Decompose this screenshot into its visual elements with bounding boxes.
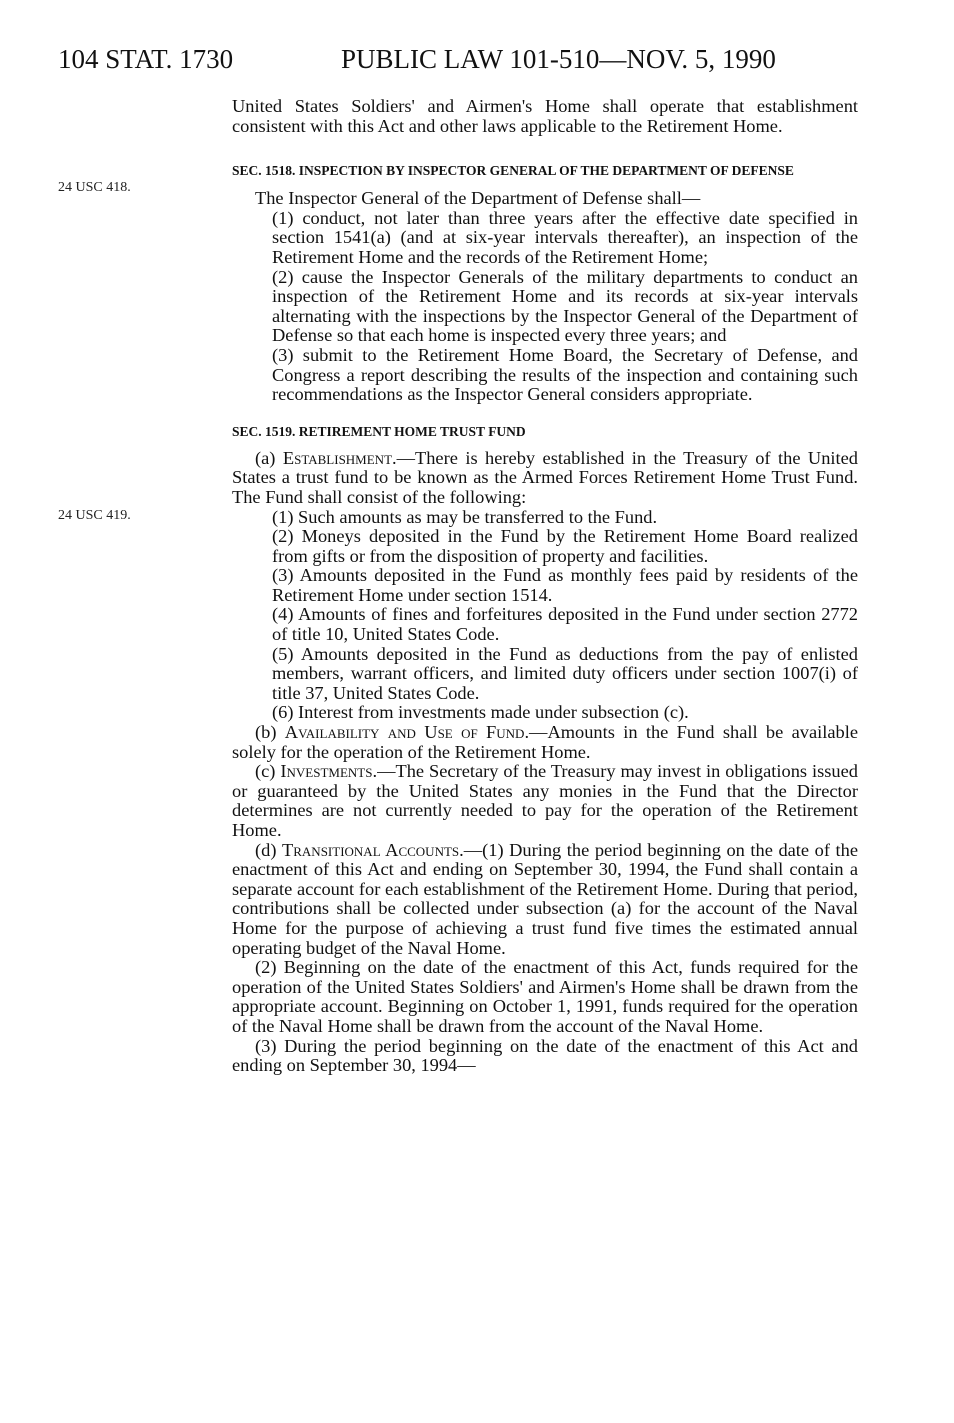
stat-citation: 104 STAT. 1730 (58, 44, 234, 74)
public-law-title: PUBLIC LAW 101-510—NOV. 5, 1990 (341, 44, 776, 74)
subsection-d (232, 841, 858, 959)
subsection-label: (d) (255, 839, 283, 860)
fund-item: (6) Interest from investments made under subsection (c). (272, 702, 689, 723)
section-number: SEC. 1518. (232, 163, 296, 179)
subsection-heading: Investments (280, 761, 373, 782)
section-1518-item: (2) cause the Inspector Generals of the military departments to conduct an inspection of the Retirement Home and its records at six-year intervals alternating with the inspections by the Inspector General of the Department of Defense so that each home is inspected every three years; and (272, 266, 858, 346)
margin-note-usc-419: 24 USC 419. (58, 508, 131, 523)
subsection-text: .—(1) During the period beginning on the date of the enactment of this Act and ending on September 30, 1994, the Fund shall contain a separate account for each establishment of the Retirement Home. During that period, contributions shall be collected under subsection (a) for the account of the Naval Home for the purpose of achieving a trust fund five times the estimated annual operating budget of the Naval Home. (232, 839, 858, 958)
section-1518-lead: The Inspector General of the Department of Defense shall— (255, 188, 701, 209)
subsection-text: .—There is hereby established in the Treasury of the United States a trust fund to be known as the Armed Forces Retirement Home Trust Fund. The Fund shall consist of the following: (232, 447, 858, 507)
fund-item: (2) Moneys deposited in the Fund by the Retirement Home Board realized from gifts or from the disposition of property and facilities. (272, 526, 858, 566)
fund-item: (5) Amounts deposited in the Fund as deductions from the pay of enlisted members, warrant officers, and limited duty officers under section 1007(i) of title 37, United States Code. (272, 643, 858, 703)
page-header (58, 44, 878, 84)
subsection-a (232, 449, 858, 508)
subsection-heading: Availability and Use of Fund (284, 722, 525, 743)
intro-paragraph: United States Soldiers' and Airmen's Home shall operate that establishment consistent with this Act and other laws applicable to the Retirement Home. (232, 96, 858, 136)
section-number: SEC. 1519. (232, 423, 296, 439)
section-1518-item: (3) submit to the Retirement Home Board, the Secretary of Defense, and Congress a report describing the results of the inspection and containing such recommendations as the Inspector General considers appropriate. (272, 344, 858, 405)
section-1518-heading (232, 162, 858, 179)
subsection-heading: Transitional Accounts (282, 839, 460, 860)
section-title: INSPECTION BY INSPECTOR GENERAL OF THE DEPARTMENT OF DEFENSE (298, 163, 794, 179)
fund-item: (3) Amounts deposited in the Fund as monthly fees paid by residents of the Retirement Home under section 1514. (272, 565, 858, 605)
subsection-label: (c) (255, 761, 281, 782)
subsection-d-paragraph-3: (3) During the period beginning on the date of the enactment of this Act and ending on September 30, 1994— (232, 1035, 858, 1076)
subsection-label: (a) (255, 447, 283, 468)
section-title: RETIREMENT HOME TRUST FUND (298, 423, 526, 439)
subsection-text: .—The Secretary of the Treasury may invest in obligations issued or guaranteed by the United States any monies in the Fund that the Director determines are not currently needed to pay for the operation of the Retirement Home. (232, 761, 858, 840)
document-body (232, 97, 858, 1076)
subsection-d-paragraph-2: (2) Beginning on the date of the enactment of this Act, funds required for the operation of the United States Soldiers' and Airmen's Home shall be drawn from the appropriate account. Beginning on October 1, 1991, funds required for the operation of the Naval Home shall be drawn from the account of the Naval Home. (232, 957, 858, 1036)
section-1518-item: (1) conduct, not later than three years after the effective date specified in section 1541(a) (and at six-year intervals thereafter), an inspection of the Retirement Home and the records of the Retirement Home; (272, 207, 858, 267)
margin-note-usc-418: 24 USC 418. (58, 180, 131, 195)
subsection-label: (b) (255, 722, 285, 743)
fund-item: (1) Such amounts as may be transferred to the Fund. (272, 506, 658, 527)
fund-item: (4) Amounts of fines and forfeitures deposited in the Fund under section 2772 of title 10, United States Code. (272, 604, 858, 645)
subsection-heading: Establishment (282, 447, 393, 468)
subsection-c (232, 762, 858, 840)
section-1519-heading (232, 423, 858, 440)
subsection-text: .—Amounts in the Fund shall be available solely for the operation of the Retirement Home. (232, 722, 858, 762)
subsection-b (232, 723, 858, 762)
